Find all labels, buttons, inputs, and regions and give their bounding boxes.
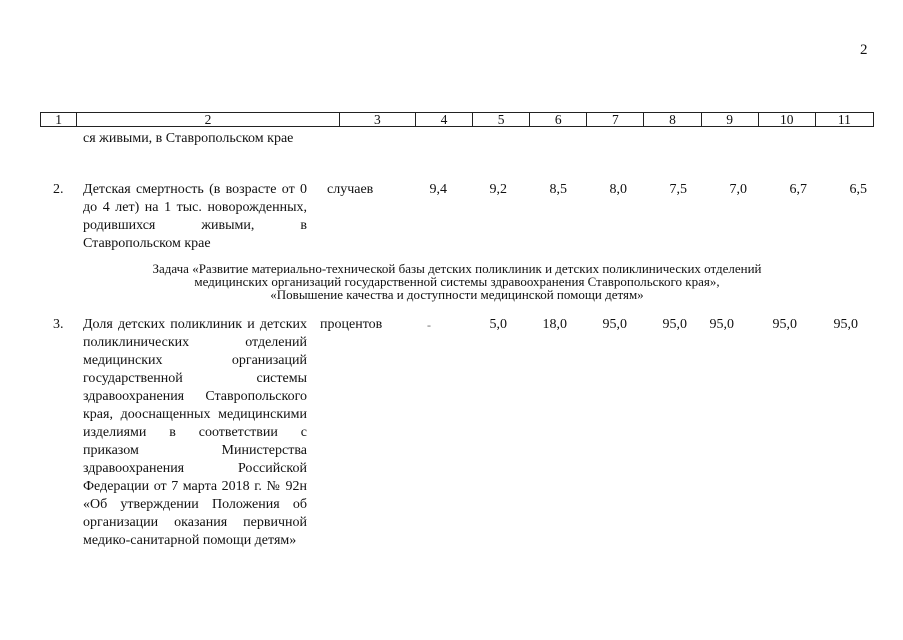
row-2-value-5: 9,2 xyxy=(489,182,507,197)
row-2-indicator: Детская смертность (в возрасте от 0 до 4 лет) на 1 тыс. новорожденных, родившихся живыми, в Ставропольском крае xyxy=(83,182,307,251)
row-3-number: 3. xyxy=(53,317,64,332)
row-2-value-9: 7,0 xyxy=(729,182,747,197)
header-col-1: 1 xyxy=(41,113,77,126)
task-line-1: Задача «Развитие материально-технической базы детских поликлиник и детских поликлинических отделений xyxy=(152,261,762,276)
header-col-5: 5 xyxy=(473,113,530,126)
header-col-10: 10 xyxy=(759,113,816,126)
page-number: 2 xyxy=(860,42,868,58)
row-2-unit: случаев xyxy=(327,182,374,197)
header-col-11: 11 xyxy=(837,112,851,127)
row-2-value-10: 6,7 xyxy=(789,182,807,197)
row-3-value-9: 95,0 xyxy=(709,317,734,332)
row-3-value-11: 95,0 xyxy=(833,317,858,332)
task-heading xyxy=(40,262,874,301)
header-col-6: 6 xyxy=(530,113,587,126)
row-3-value-10: 95,0 xyxy=(772,317,797,332)
header-col-2: 2 xyxy=(77,113,340,126)
row-3-value-6: 18,0 xyxy=(542,317,567,332)
row-3-unit: процентов xyxy=(320,317,383,332)
table-header-row xyxy=(40,112,874,127)
continuation-text: ся живыми, в Ставропольском крае xyxy=(83,131,294,146)
task-line-3: «Повышение качества и доступности медицинской помощи детям» xyxy=(270,287,644,302)
header-col-4: 4 xyxy=(416,113,473,126)
row-3-value-5: 5,0 xyxy=(489,317,507,332)
task-line-2: медицинских организаций государственной системы здравоохранения Ставропольского края», xyxy=(194,274,720,289)
header-col-3: 3 xyxy=(340,113,416,126)
row-2-number: 2. xyxy=(53,182,64,197)
row-3-value-4: - xyxy=(427,318,431,332)
row-2-value-4: 9,4 xyxy=(429,182,447,197)
row-3-value-7: 95,0 xyxy=(602,317,627,332)
row-2-value-7: 8,0 xyxy=(609,182,627,197)
row-2-value-11: 6,5 xyxy=(849,182,867,197)
header-col-9: 9 xyxy=(702,113,759,126)
row-2-value-6: 8,5 xyxy=(549,182,567,197)
header-col-8: 8 xyxy=(644,113,701,126)
header-col-7: 7 xyxy=(587,113,644,126)
row-2-value-8: 7,5 xyxy=(669,182,687,197)
row-3-value-8: 95,0 xyxy=(662,317,687,332)
row-3-indicator: Доля детских поликлиник и детских поликлинических отделений медицинских организаций государственной системы здравоохранения Ставропольского края, дооснащенных медицинскими изделиями в соответствии с приказом Министерства здравоохранения Российской Федерации от 7 марта 2018 г. № 92н «Об утверждении Положения об организации оказания первичной медико-санитарной помощи детям» xyxy=(83,317,307,548)
